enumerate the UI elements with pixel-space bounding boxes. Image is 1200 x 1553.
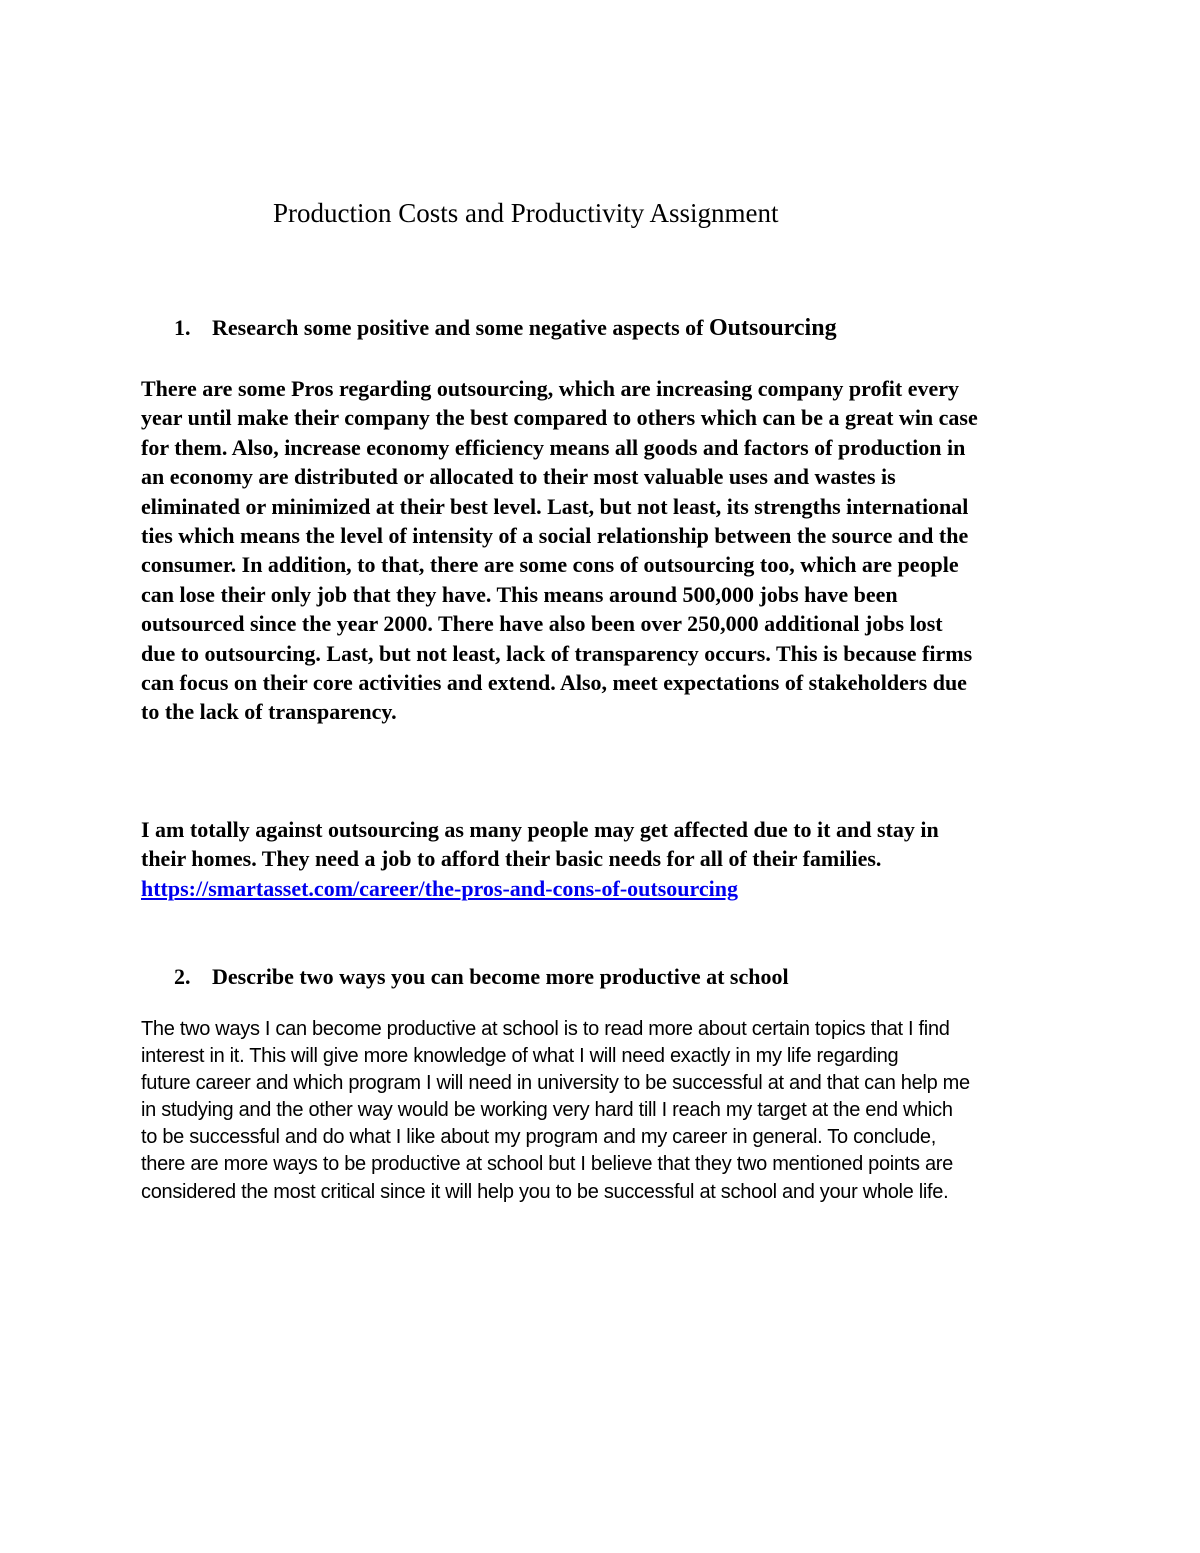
opinion-line: their homes. They need a job to afford their basic needs for all of their families.: [141, 846, 882, 872]
answer-2-line: to be successful and do what I like about my program and my career in general. To conclude,: [141, 1126, 937, 1149]
answer-1-line: consumer. In addition, to that, there are some cons of outsourcing too, which are people: [141, 552, 959, 578]
answer-2-line: considered the most critical since it will help you to be successful at school and your whole life.: [141, 1180, 949, 1203]
answer-1-line: due to outsourcing. Last, but not least, lack of transparency occurs. This is because firms: [141, 640, 973, 666]
answer-1-line: year until make their company the best compared to others which can be a great win case: [141, 405, 978, 431]
question-1-heading: [174, 313, 837, 343]
opinion-paragraph: [141, 815, 1061, 903]
answer-1-paragraph: [141, 374, 1061, 727]
answer-1-line: an economy are distributed or allocated to their most valuable uses and wastes is: [141, 464, 896, 490]
question-1-text: Research some positive and some negative aspects of: [212, 315, 709, 340]
page-title: Production Costs and Productivity Assignment: [273, 198, 779, 228]
answer-1-line: There are some Pros regarding outsourcing, which are increasing company profit every: [141, 376, 960, 401]
answer-2-paragraph: [141, 1016, 1071, 1206]
answer-1-line: can lose their only job that they have. This means around 500,000 jobs have been: [141, 581, 898, 607]
answer-2-line: interest in it. This will give more knowledge of what I will need exactly in my life regarding: [141, 1045, 899, 1068]
answer-1-line: ties which means the level of intensity of a social relationship between the source and the: [141, 523, 969, 549]
answer-2-line: The two ways I can become productive at school is to read more about certain topics that I find: [141, 1018, 950, 1040]
answer-2-line: in studying and the other way would be working very hard till I reach my target at the end which: [141, 1099, 953, 1122]
source-link[interactable]: https://smartasset.com/career/the-pros-and-cons-of-outsourcing: [141, 875, 738, 901]
question-1-number: 1.: [174, 315, 191, 340]
question-1-emphasis: Outsourcing: [708, 315, 837, 341]
answer-1-line: for them. Also, increase economy efficiency means all goods and factors of production in: [141, 434, 966, 460]
answer-2-line: there are more ways to be productive at school but I believe that they two mentioned points are: [141, 1153, 953, 1176]
answer-2-line: future career and which program I will need in university to be successful at and that can help me: [141, 1072, 970, 1095]
answer-1-line: can focus on their core activities and extend. Also, meet expectations of stakeholders due: [141, 670, 967, 696]
question-2-number: 2.: [174, 964, 191, 989]
question-2-heading: [174, 962, 789, 992]
answer-1-line: to the lack of transparency.: [141, 699, 397, 725]
question-2-text: Describe two ways you can become more productive at school: [212, 964, 789, 989]
answer-1-line: outsourced since the year 2000. There have also been over 250,000 additional jobs lost: [141, 611, 943, 637]
opinion-line: I am totally against outsourcing as many people may get affected due to it and stay in: [141, 817, 939, 842]
answer-1-line: eliminated or minimized at their best level. Last, but not least, its strengths international: [141, 493, 969, 519]
